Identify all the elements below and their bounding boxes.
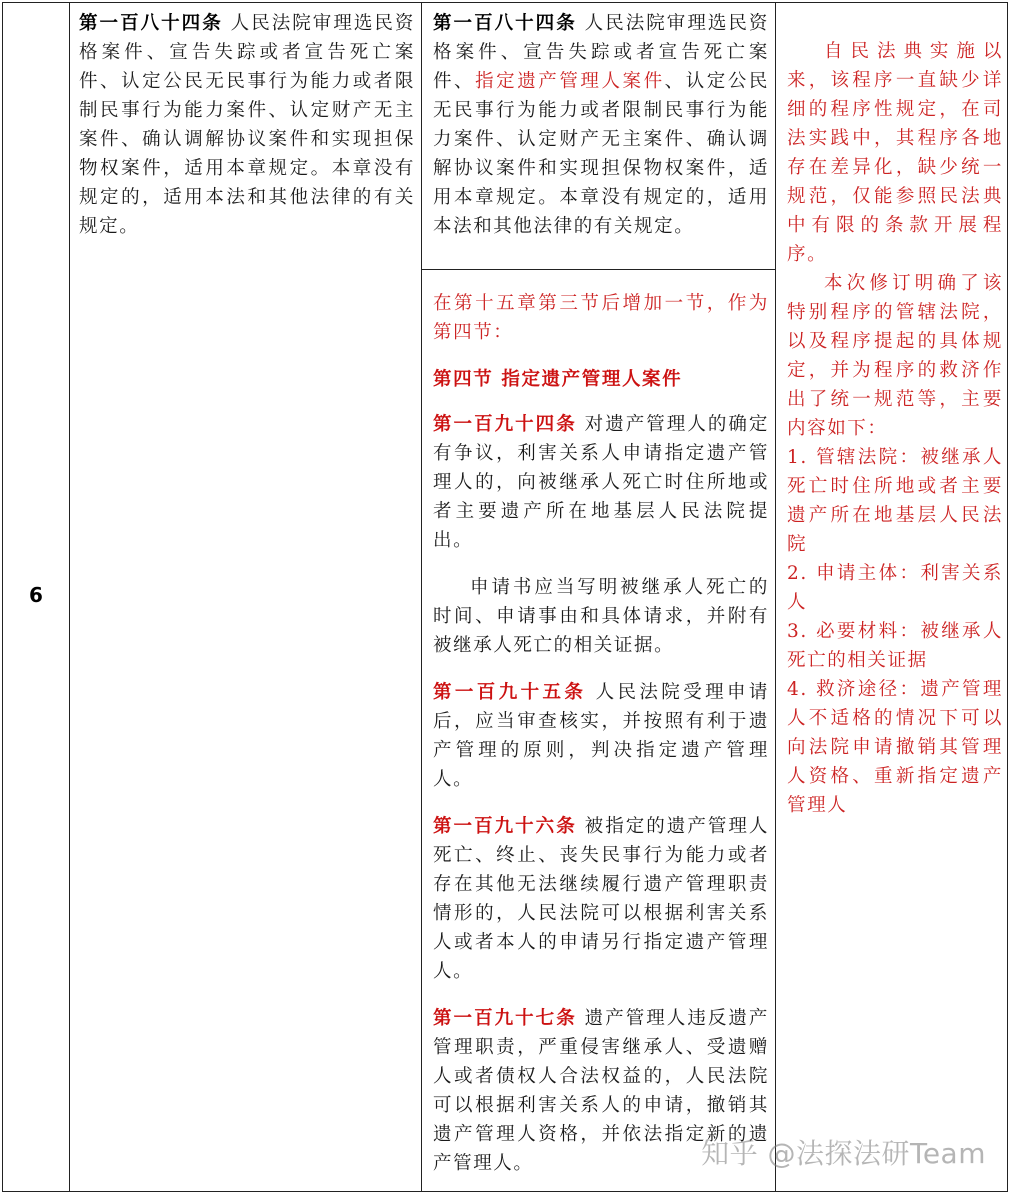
article-195	[433, 678, 769, 794]
commentary-paragraph: 自民法典实施以来，该程序一直缺少详细的程序性规定，在司法实践中，其程序各地存在差异化，缺少统一规范，仅能参照民法典中有限的条款开展程序。	[787, 41, 1003, 265]
added-text: 指定遗产管理人案件	[475, 71, 665, 92]
commentary-paragraph: 本次修订明确了该特别程序的管辖法院，以及程序提起的具体规定，并为程序的救济作出了统一规范等，主要内容如下：	[787, 273, 1003, 439]
column-divider	[69, 3, 70, 1191]
commentary-item: 2. 申请主体：利害关系人	[787, 563, 1003, 613]
article-text: 对遗产管理人的确定有争议，利害关系人申请指定遗产管理人的，向被继承人死亡时住所地或者主要遗产所在地基层人民法院提出。	[433, 414, 770, 551]
section-title: 第四节 指定遗产管理人案件	[433, 369, 683, 390]
article-heading: 第一百八十四条	[79, 13, 223, 34]
article-194-paragraph-2: 申请书应当写明被继承人死亡的时间、申请事由和具体请求，并附有被继承人死亡的相关证据。	[433, 577, 769, 656]
article-194	[433, 410, 769, 555]
row-number: 6	[29, 583, 43, 607]
article-text: 被指定的遗产管理人死亡、终止、丧失民事行为能力或者存在其他无法继续履行遗产管理职责情形的，人民法院可以根据利害关系人或者本人的申请另行指定遗产管理人。	[433, 816, 770, 982]
commentary-item: 3. 必要材料：被继承人死亡的相关证据	[787, 621, 1003, 671]
column-divider	[421, 3, 422, 1191]
commentary-item: 4. 救济途径：遗产管理人不适格的情况下可以向法院申请撤销其管理人资格、重新指定遗产管理人	[787, 679, 1003, 816]
article-196	[433, 812, 769, 986]
commentary-item: 1. 管辖法院：被继承人死亡时住所地或者主要遗产所在地基层人民法院	[787, 447, 1003, 555]
article-heading: 第一百九十五条	[433, 682, 587, 703]
comparison-table	[2, 2, 1008, 1192]
article-heading: 第一百九十七条	[433, 1008, 577, 1029]
article-text: 、认定公民无民事行为能力或者限制民事行为能力案件、认定财产无主案件、确认调解协议案件和实现担保物权案件，适用本章规定。本章没有规定的，适用本法和其他法律的有关规定。	[433, 71, 769, 237]
revised-article-cell	[433, 9, 769, 241]
added-section-cell	[433, 289, 769, 1196]
article-heading: 第一百八十四条	[433, 13, 577, 34]
article-text: 遗产管理人违反遗产管理职责，严重侵害继承人、受遗赠人或者债权人合法权益的，人民法院可以根据利害关系人的申请，撤销其遗产管理人资格，并依法指定新的遗产管理人。	[433, 1008, 770, 1174]
article-heading: 第一百九十六条	[433, 816, 577, 837]
article-heading: 第一百九十四条	[433, 414, 577, 435]
original-article-cell	[79, 9, 415, 241]
column-divider	[775, 3, 776, 1191]
article-text: 人民法院审理选民资格案件、宣告失踪或者宣告死亡案件、认定公民无民事行为能力或者限制民事行为能力案件、认定财产无主案件、确认调解协议案件和实现担保物权案件，适用本章规定。本章没有规定的，适用本法和其他法律的有关规定。	[79, 13, 416, 237]
added-intro: 在第十五章第三节后增加一节，作为第四节：	[433, 293, 769, 343]
article-text: 人民法院受理申请后，应当审查核实，并按照有利于遗产管理的原则，判决指定遗产管理人。	[433, 682, 769, 790]
article-text: 人民法院审理选民资格案件、宣告失踪或者宣告死亡案件、	[433, 13, 770, 92]
watermark: 知乎 @法探法研Team	[701, 1137, 986, 1170]
row-divider	[421, 269, 775, 270]
commentary-cell	[787, 37, 1003, 820]
